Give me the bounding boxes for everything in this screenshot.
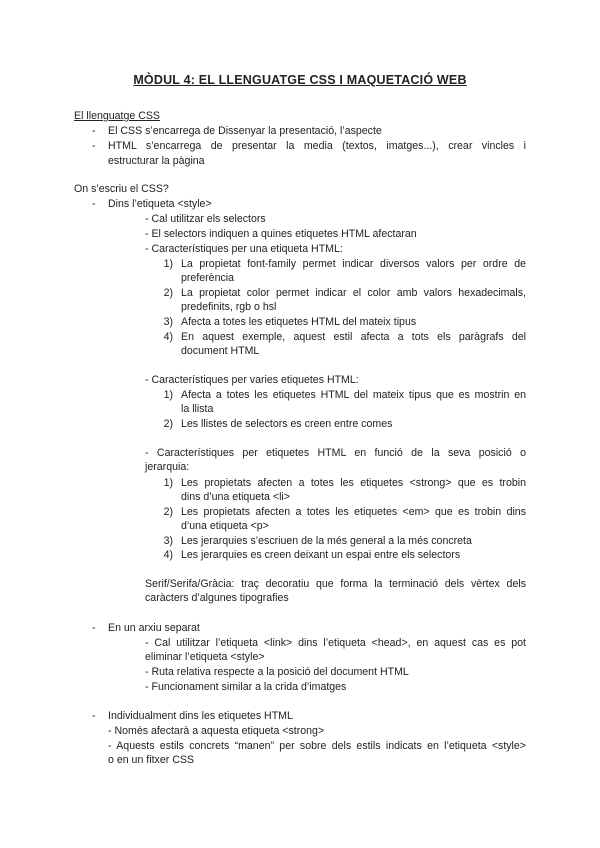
item-separate-file: En un arxiu separat <box>108 622 200 634</box>
bullet-css-role: El CSS s’encarrega de Dissenyar la presentació, l’aspecte <box>108 125 382 137</box>
list-number: 1) <box>163 258 173 270</box>
list-item-text: La propietat font-family permet indicar diversos valors per ordre de <box>181 258 526 270</box>
list-number: 2) <box>163 418 173 430</box>
list-item-text: document HTML <box>181 345 260 357</box>
inline-line: - Aquests estils concrets “manen” per sobre dels estils indicats en l’etiqueta <style> <box>108 740 526 752</box>
list-item-text: predefinits, rgb o hsl <box>181 301 277 313</box>
list-number: 1) <box>163 389 173 401</box>
style-line: - El selectors indiquen a quines etiquetes HTML afectaran <box>145 228 417 240</box>
bullet-html-role-cont: estructurar la pàgina <box>108 155 205 167</box>
bullet-html-role: HTML s’encarrega de presentar la media (textos, imatges...), crear vincles i <box>108 140 526 152</box>
bullet-dash: - <box>92 125 96 137</box>
list-item-text: d’una etiqueta <p> <box>181 520 269 532</box>
bullet-dash: - <box>92 198 96 210</box>
list-item-text: Les jerarquies es creen deixant un espai entre els selectors <box>181 549 461 561</box>
style-line: - Cal utilitzar els selectors <box>145 213 266 225</box>
serif-note-cont: caràcters d’algunes tipografies <box>145 592 289 604</box>
style-line: - Característiques per una etiqueta HTML: <box>145 243 343 255</box>
inline-line: o en un fitxer CSS <box>108 754 194 766</box>
bullet-dash: - <box>92 710 96 722</box>
section-heading-where: On s’escriu el CSS? <box>74 183 169 195</box>
serif-note: Serif/Serifa/Gràcia: traç decoratiu que forma la terminació dels vèrtex dels <box>145 578 526 590</box>
list-item-text: En aquest exemple, aquest estil afecta a tots els paràgrafs del <box>181 331 526 343</box>
list-item-text: La propietat color permet indicar el color amb valors hexadecimals, <box>181 287 526 299</box>
list-item-text: dins d’una etiqueta <li> <box>181 491 290 503</box>
item-inline-styles: Individualment dins les etiquetes HTML <box>108 710 293 722</box>
position-heading-cont: jerarquia: <box>145 461 190 473</box>
list-item-text: Les jerarquies s’escriuen de la més general a la més concreta <box>181 535 472 547</box>
list-item-text: Les llistes de selectors es creen entre comes <box>181 418 393 430</box>
list-item-text: Les propietats afecten a totes les etiquetes <strong> que es trobin <box>181 477 526 489</box>
file-line: - Funcionament similar a la crida d’imatges <box>145 681 347 693</box>
list-item-text: la llista <box>181 403 214 415</box>
position-heading: - Característiques per etiquetes HTML en funció de la seva posició o <box>145 447 526 459</box>
document-title: MÒDUL 4: EL LLENGUATGE CSS I MAQUETACIÓ WEB <box>133 73 467 87</box>
list-number: 4) <box>163 549 173 561</box>
bullet-dash: - <box>92 140 96 152</box>
file-line: - Ruta relativa respecte a la posició del document HTML <box>145 666 409 678</box>
list-number: 4) <box>163 331 173 343</box>
inline-line: - Només afectarà a aquesta etiqueta <strong> <box>108 725 325 737</box>
file-line: eliminar l’etiqueta <style> <box>145 651 265 663</box>
list-item-text: preferència <box>181 272 234 284</box>
item-style-tag: Dins l’etiqueta <style> <box>108 198 212 210</box>
list-number: 3) <box>163 316 173 328</box>
multi-heading: - Característiques per varies etiquetes HTML: <box>145 374 359 386</box>
bullet-dash: - <box>92 622 96 634</box>
list-item-text: Afecta a totes les etiquetes HTML del mateix tipus que es mostrin en <box>181 389 526 401</box>
list-item-text: Afecta a totes les etiquetes HTML del mateix tipus <box>181 316 417 328</box>
file-line: - Cal utilitzar l’etiqueta <link> dins l’etiqueta <head>, en aquest cas es pot <box>145 637 526 649</box>
list-number: 3) <box>163 535 173 547</box>
list-item-text: Les propietats afecten a totes les etiquetes <em> que es trobin dins <box>181 506 526 518</box>
list-number: 2) <box>163 287 173 299</box>
list-number: 1) <box>163 477 173 489</box>
list-number: 2) <box>163 506 173 518</box>
section-heading-css-language: El llenguatge CSS <box>74 110 160 122</box>
